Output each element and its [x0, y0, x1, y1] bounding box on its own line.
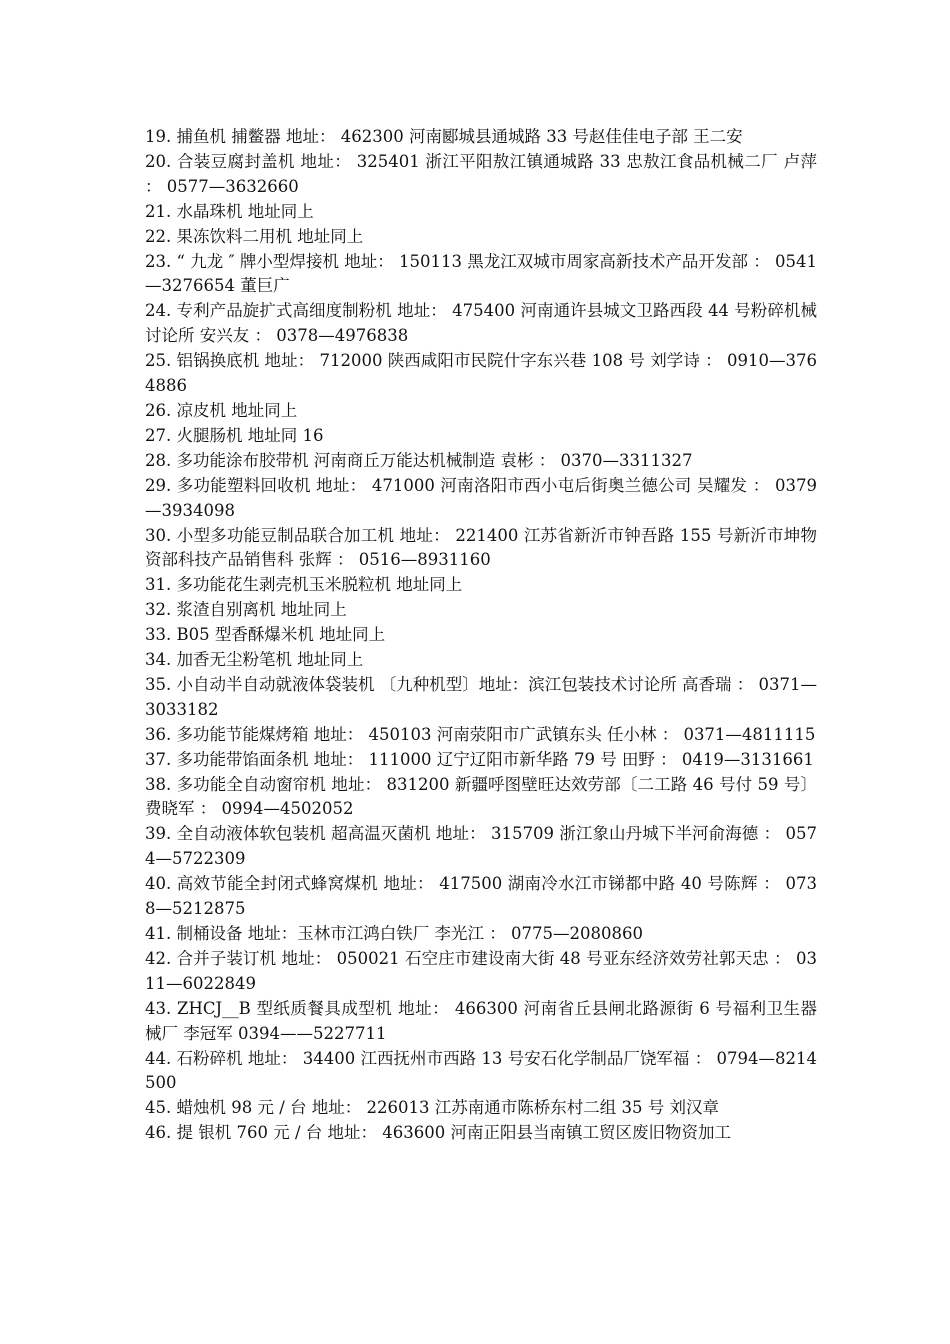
list-item: 35. 小自动半自动就液体袋装机 〔九种机型〕地址：滨江包装技术讨论所 高香瑞 ： 0371—3033182: [145, 674, 817, 719]
list-item: 22. 果冻饮料二用机 地址同上: [145, 226, 364, 246]
list-item: 32. 浆渣自别离机 地址同上: [145, 600, 347, 620]
list-item: 39. 全自动液体软包装机 超高温灭菌机 地址： 315709 浙江象山丹城下半河俞海德 ： 0574—5722309: [145, 824, 817, 869]
list-item: 45. 蜡烛机 98 元 / 台 地址： 226013 江苏南通市陈桥东村二组 35 号 刘汉章: [145, 1098, 719, 1118]
list-item: 20. 合装豆腐封盖机 地址： 325401 浙江平阳敖江镇通城路 33 忠敖江食品机械二厂 卢萍 ： 0577—3632660: [145, 151, 817, 196]
list-item: 24. 专利产品旋扩式高细度制粉机 地址： 475400 河南通许县城文卫路西段 44 号粉碎机械讨论所 安兴友 ： 0378—4976838: [145, 301, 817, 346]
list-item: 40. 高效节能全封闭式蜂窝煤机 地址： 417500 湖南冷水江市锑都中路 40 号陈辉 ： 0738—5212875: [145, 874, 817, 919]
list-item: 29. 多功能塑料回收机 地址： 471000 河南洛阳市西小屯后街奥兰德公司 吴耀发 ： 0379—3934098: [145, 475, 817, 520]
list-item: 36. 多功能节能煤烤箱 地址： 450103 河南荥阳市广武镇东头 任小林 ： 0371—4811115: [145, 724, 816, 744]
list-item: 43. ZHCJ__B 型纸质餐具成型机 地址： 466300 河南省丘县闸北路源街 6 号福利卫生器械厂 李冠军 0394——5227711: [145, 998, 817, 1043]
list-item: 44. 石粉碎机 地址： 34400 江西抚州市西路 13 号安石化学制品厂饶军福 ： 0794—8214500: [145, 1048, 817, 1093]
list-item: 23. “ 九龙 ″ 牌小型焊接机 地址： 150113 黑龙江双城市周家高新技术产品开发部 ： 0541—3276654 董巨广: [145, 251, 817, 296]
list-item: 38. 多功能全自动窗帘机 地址： 831200 新疆呼图壁旺达效劳部〔二工路 46 号付 59 号〕 费晓军 ： 0994—4502052: [145, 774, 817, 819]
list-item: 25. 铝锅换底机 地址： 712000 陕西咸阳市民院什字东兴巷 108 号 刘学诗 ： 0910—3764886: [145, 351, 817, 396]
list-item: 19. 捕鱼机 捕鳖器 地址： 462300 河南郾城县通城路 33 号赵佳佳电子部 王二安: [145, 127, 743, 146]
list-item: 31. 多功能花生剥壳机玉米脱粒机 地址同上: [145, 575, 463, 595]
list-item: 26. 凉皮机 地址同上: [145, 400, 298, 420]
list-item: 46. 提 银机 760 元 / 台 地址： 463600 河南正阳县当南镇工贸区废旧物资加工: [145, 1123, 731, 1143]
list-item: 34. 加香无尘粉笔机 地址同上: [145, 650, 364, 670]
document-page: [145, 125, 817, 1146]
list-item: 33. B05 型香酥爆米机 地址同上: [145, 625, 386, 645]
list-item: 27. 火腿肠机 地址同 16: [145, 425, 324, 445]
list-item: 42. 合并子装订机 地址： 050021 石空庄市建设南大街 48 号亚东经济效劳社郭天忠 ： 0311—6022849: [145, 948, 817, 993]
list-item: 30. 小型多功能豆制品联合加工机 地址： 221400 江苏省新沂市钟吾路 155 号新沂市坤物资部科技产品销售科 张辉 ： 0516—8931160: [145, 525, 817, 570]
list-item: 21. 水晶珠机 地址同上: [145, 201, 314, 221]
list-item: 28. 多功能涂布胶带机 河南商丘万能达机械制造 袁彬 ： 0370—3311327: [145, 450, 693, 470]
list-item: 41. 制桶设备 地址：玉林市江鸿白铁厂 李光江 ： 0775—2080860: [145, 924, 643, 943]
list-item: 37. 多功能带馅面条机 地址： 111000 辽宁辽阳市新华路 79 号 田野 ： 0419—3131661: [145, 749, 814, 769]
